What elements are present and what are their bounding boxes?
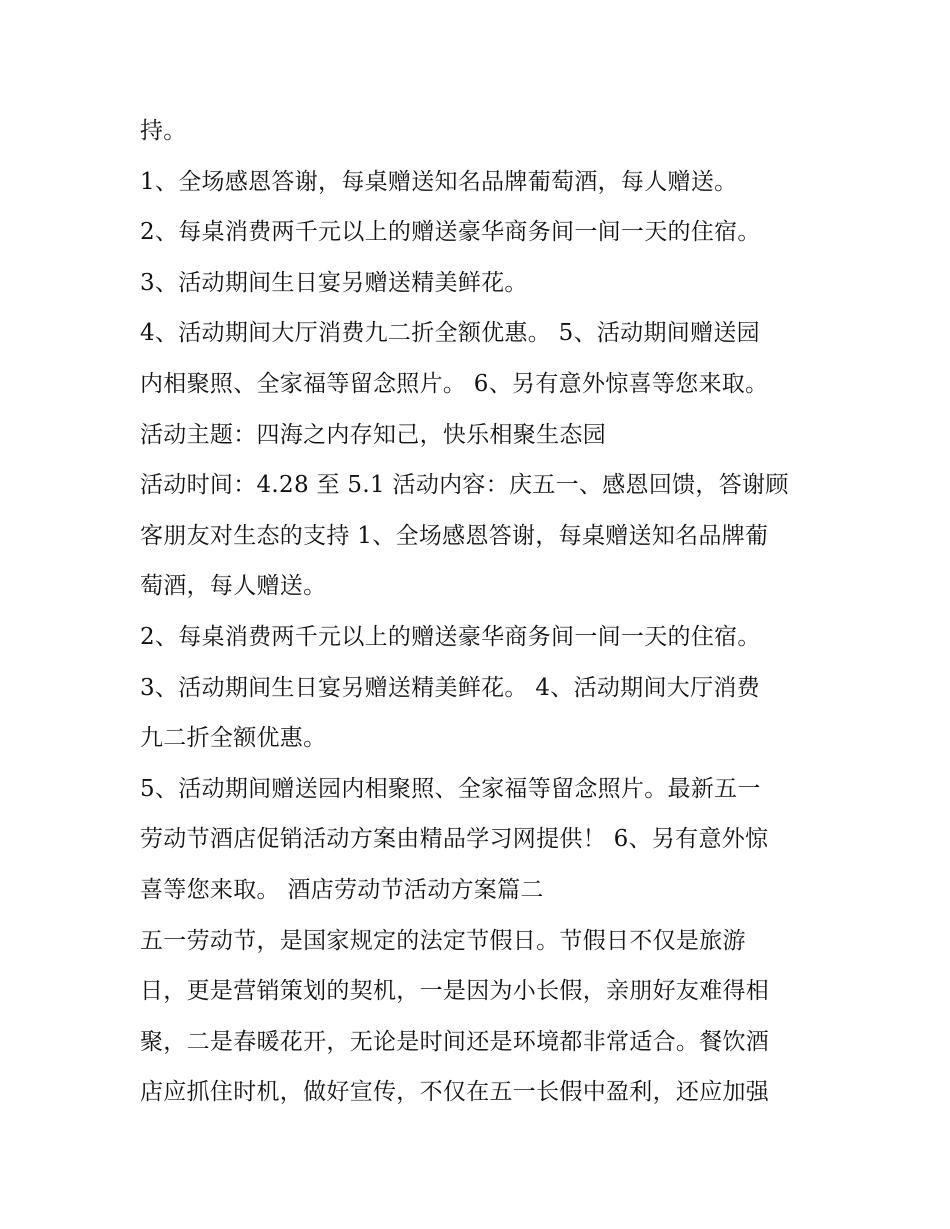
text-line: 喜等您来取。 酒店劳动节活动方案篇二 bbox=[140, 876, 544, 903]
text-line: 内相聚照、全家福等留念照片。 6、另有意外惊喜等您来取。 bbox=[140, 370, 769, 397]
text-line: 2、每桌消费两千元以上的赠送豪华商务间一间一天的住宿。 bbox=[140, 623, 761, 650]
text-line: 店应抓住时机，做好宣传，不仅在五一长假中盈利，还应加强 bbox=[140, 1079, 770, 1106]
text-line: 2、每桌消费两千元以上的赠送豪华商务间一间一天的住宿。 bbox=[140, 219, 761, 246]
text-line: 劳动节酒店促销活动方案由精品学习网提供！ 6、另有意外惊 bbox=[140, 826, 769, 853]
text-line: 1、全场感恩答谢，每桌赠送知名品牌葡萄酒，每人赠送。 bbox=[140, 168, 738, 195]
text-line: 活动时间：4.28 至 5.1 活动内容：庆五一、感恩回馈，答谢顾 bbox=[140, 472, 789, 499]
text-line: 萄酒，每人赠送。 bbox=[140, 573, 327, 600]
text-line: 日，更是营销策划的契机，一是因为小长假，亲朋好友难得相 bbox=[140, 978, 770, 1005]
text-line: 活动主题：四海之内存知己，快乐相聚生态园 bbox=[140, 421, 606, 448]
text-line: 九二折全额优惠。 bbox=[140, 725, 327, 752]
text-line: 4、活动期间大厅消费九二折全额优惠。 5、活动期间赠送园 bbox=[140, 320, 760, 347]
text-line: 3、活动期间生日宴另赠送精美鲜花。 4、活动期间大厅消费 bbox=[140, 674, 760, 701]
text-line: 聚，二是春暖花开，无论是时间还是环境都非常适合。餐饮酒 bbox=[140, 1028, 770, 1055]
text-line: 3、活动期间生日宴另赠送精美鲜花。 bbox=[140, 269, 528, 296]
text-line: 持。 bbox=[140, 118, 187, 144]
text-line: 客朋友对生态的支持 1、全场感恩答谢，每桌赠送知名品牌葡 bbox=[140, 522, 769, 549]
text-line: 五一劳动节，是国家规定的法定节假日。节假日不仅是旅游 bbox=[140, 927, 746, 954]
document-body bbox=[140, 106, 820, 1118]
text-line: 5、活动期间赠送园内相聚照、全家福等留念照片。最新五一 bbox=[140, 775, 761, 802]
